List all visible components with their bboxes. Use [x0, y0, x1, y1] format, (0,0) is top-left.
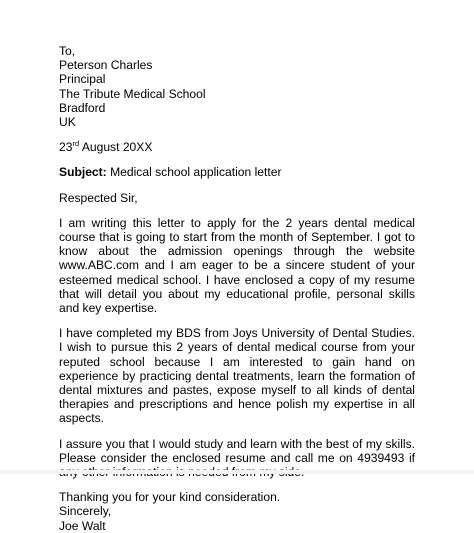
- signoff: Sincerely,: [59, 504, 112, 519]
- signature-name: Joe Walt: [59, 518, 106, 533]
- recipient-country: UK: [59, 115, 76, 130]
- page-bottom-edge: [0, 470, 474, 474]
- recipient-school: The Tribute Medical School: [59, 86, 206, 101]
- salutation: Respected Sir,: [59, 190, 138, 205]
- closing-line: Thanking you for your kind consideration.: [59, 490, 281, 505]
- body-paragraph-1: I am writing this letter to apply for the 2 years dental medical course that is going to start from the month of September. I got to know about the admission openings through the website www.ABC.com and I am eager to be a sincere student of your esteemed medical school. I have enclosed a copy of my resume that will detail you about my educational profile, personal skills and key expertise.: [59, 215, 415, 316]
- date-day: 23: [59, 140, 73, 155]
- application-letter: [59, 44, 415, 533]
- letter-date: [59, 140, 415, 154]
- recipient-block: [59, 44, 415, 129]
- recipient-city: Bradford: [59, 100, 106, 115]
- subject-line: [59, 165, 415, 179]
- subject-text: Medical school application letter: [106, 165, 282, 180]
- recipient-title: Principal: [59, 72, 106, 87]
- subject-label: Subject:: [59, 165, 107, 180]
- recipient-name: Peterson Charles: [59, 58, 153, 73]
- date-suffix: rd: [72, 139, 80, 149]
- to-line: To,: [59, 44, 76, 58]
- body-paragraph-3: I assure you that I would study and learn with the best of my skills. Please consider the enclosed resume and call me on 4939493 if: [59, 436, 415, 465]
- date-rest: August 20XX: [79, 140, 153, 155]
- body-paragraph-2: I have completed my BDS from Joys University of Dental Studies. I wish to pursue this 2 years of dental medical course from your reputed school because I am interested to gain hand on experience by practicing dental treatments, learn the formation of dental mixtures and pastes, expose myself to all kinds of dental therapies and prescriptions and hence polish my expertise in all aspects.: [59, 326, 415, 426]
